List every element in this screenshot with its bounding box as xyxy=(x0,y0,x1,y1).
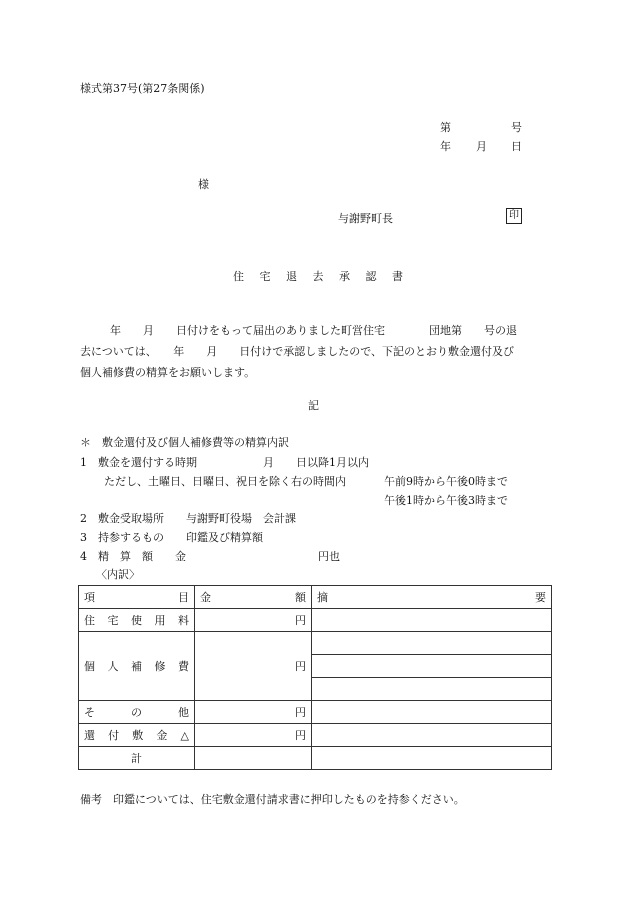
row-remarks-repair-2 xyxy=(312,655,552,678)
body-line-2: 去については、 年 月 日付けで承認しましたので、下記のとおり敷金還付及び xyxy=(80,345,515,358)
row-label-refund: 還付敷金△ xyxy=(79,724,195,747)
item-3: 3 持参するもの 印鑑及び精算額 xyxy=(80,531,263,544)
table-row xyxy=(79,724,552,747)
issuer-name: 与謝野町長 xyxy=(338,212,393,225)
date-year: 年 xyxy=(440,140,451,153)
item-1: 1 敷金を還付する時期 月 日以降1月以内 xyxy=(80,456,369,469)
header-remarks: 摘要 xyxy=(312,586,552,609)
body-line-3: 個人補修費の精算をお願いします。 xyxy=(80,366,256,379)
item-4-label: 4 精 算 額 金 xyxy=(80,550,186,563)
row-label-total: 計 xyxy=(79,747,195,770)
time-am: 午前9時から午後0時まで xyxy=(384,475,508,488)
item-2: 2 敷金受取場所 与謝野町役場 会計課 xyxy=(80,512,296,525)
row-label-other: その他 xyxy=(79,701,195,724)
table-row xyxy=(79,747,552,770)
header-item: 項目 xyxy=(79,586,195,609)
date-month: 月 xyxy=(476,140,487,153)
body-line-1: 年 月 日付けをもって届出のありました町営住宅 団地第 号の退 xyxy=(110,324,517,337)
table-row xyxy=(79,632,552,655)
row-label-housing: 住宅使用料 xyxy=(79,609,195,632)
row-remarks-repair-1 xyxy=(312,632,552,655)
row-unit-refund: 円 xyxy=(195,724,312,747)
form-number: 様式第37号(第27条関係) xyxy=(80,82,205,95)
document-title: 住 宅 退 去 承 認 書 xyxy=(233,270,409,283)
row-remarks-other xyxy=(312,701,552,724)
doc-number-suffix: 号 xyxy=(511,121,522,134)
breakdown-label: 〈内訳〉 xyxy=(96,568,140,581)
row-remarks-housing xyxy=(312,609,552,632)
row-amount-total xyxy=(195,747,312,770)
item-1-note: ただし、土曜日、日曜日、祝日を除く右の時間内 xyxy=(104,475,346,488)
remarks-note: 備考 印鑑については、住宅敷金還付請求書に押印したものを持参ください。 xyxy=(80,793,465,806)
item-4-unit: 円也 xyxy=(318,550,340,563)
seal-mark: 印 xyxy=(506,208,522,224)
row-unit-housing: 円 xyxy=(195,609,312,632)
ki-marker: 記 xyxy=(308,399,319,412)
table-row xyxy=(79,701,552,724)
date-day: 日 xyxy=(511,140,522,153)
time-pm: 午後1時から午後3時まで xyxy=(384,494,508,507)
row-remarks-refund xyxy=(312,724,552,747)
row-remarks-repair-3 xyxy=(312,678,552,701)
breakdown-table xyxy=(78,585,552,770)
table-header-row xyxy=(79,586,552,609)
section-heading: ＊ 敷金還付及び個人補修費等の精算内訳 xyxy=(80,436,289,449)
doc-number-prefix: 第 xyxy=(440,121,451,134)
row-unit-repair: 円 xyxy=(195,632,312,701)
table-row xyxy=(79,609,552,632)
header-amount: 金額 xyxy=(195,586,312,609)
row-remarks-total xyxy=(312,747,552,770)
row-label-repair: 個人補修費 xyxy=(79,632,195,701)
row-unit-other: 円 xyxy=(195,701,312,724)
addressee-suffix: 様 xyxy=(198,178,209,191)
